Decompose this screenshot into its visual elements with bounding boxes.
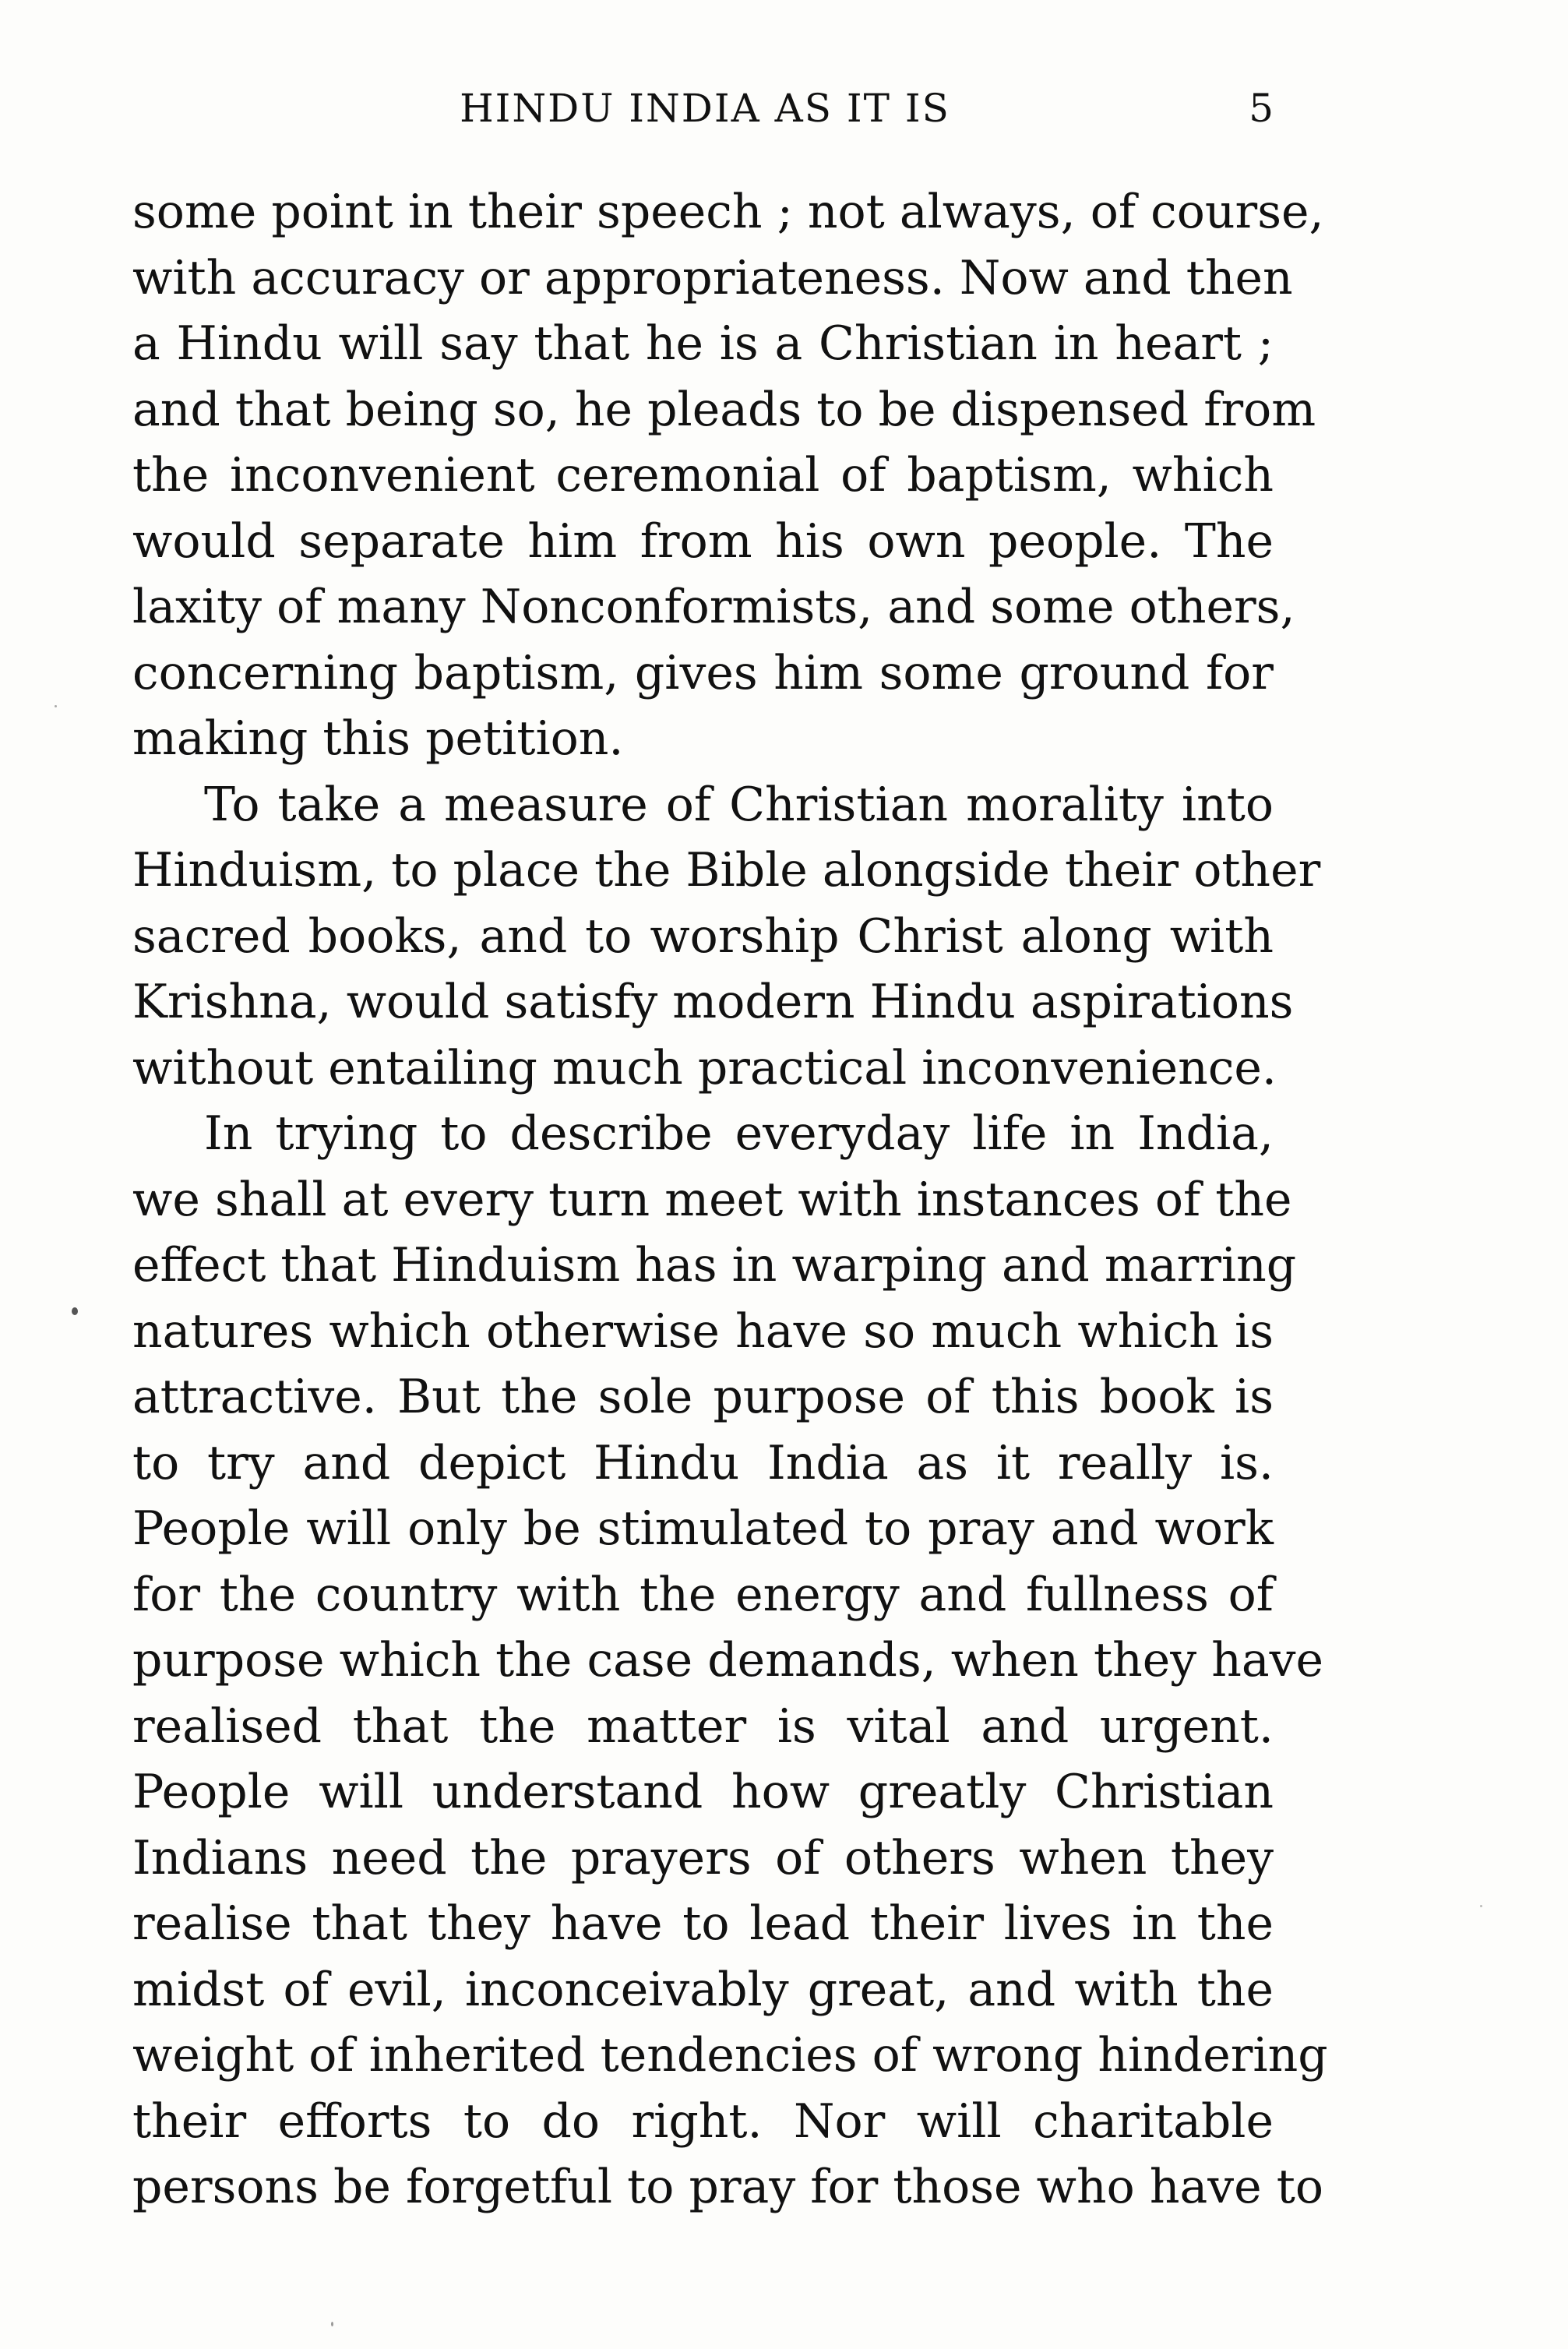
text-line: for the country with the energy and fullness of <box>132 1567 1274 1622</box>
ink-speck <box>72 1307 78 1315</box>
ink-speck <box>331 2322 333 2326</box>
ink-speck <box>1480 1905 1482 1907</box>
text-line: People will only be stimulated to pray and work <box>132 1501 1274 1556</box>
body-text <box>132 179 1328 2220</box>
text-line: sacred books, and to worship Christ along with <box>132 908 1274 964</box>
text-line: People will understand how greatly Christian <box>132 1765 1274 1819</box>
text-line: persons be forgetful to pray for those who have to <box>132 2160 1323 2214</box>
text-line: Indians need the prayers of others when they <box>132 1830 1274 1885</box>
text-line: to try and depict Hindu India as it really is. <box>132 1435 1274 1490</box>
text-line: realise that they have to lead their lives in the <box>132 1896 1274 1951</box>
text-line: weight of inherited tendencies of wrong hindering <box>132 2028 1328 2083</box>
text-line: and that being so, he pleads to be dispensed from <box>132 382 1316 437</box>
ink-speck <box>55 705 57 707</box>
text-line: Krishna, would satisfy modern Hindu aspirations <box>132 975 1294 1029</box>
text-line: making this petition. <box>132 711 624 766</box>
text-line: a Hindu will say that he is a Christian in heart ; <box>132 316 1274 371</box>
text-line: some point in their speech ; not always, of course, <box>132 185 1324 239</box>
text-line: we shall at every turn meet with instances of the <box>132 1172 1292 1227</box>
running-head <box>136 86 1274 148</box>
text-line: midst of evil, inconceivably great, and with the <box>132 1962 1274 2017</box>
text-line: without entailing much practical inconvenience. <box>132 1040 1277 1095</box>
text-line: would separate him from his own people. The <box>132 513 1274 569</box>
text-line: To take a measure of Christian morality into <box>204 777 1274 832</box>
text-line: purpose which the case demands, when they have <box>132 1633 1324 1688</box>
text-line: with accuracy or appropriateness. Now and then <box>132 250 1293 305</box>
text-line: attractive. But the sole purpose of this book is <box>132 1370 1274 1424</box>
text-line: their efforts to do right. Nor will charitable <box>132 2093 1274 2149</box>
running-title: HINDU INDIA AS IT IS <box>460 86 950 131</box>
text-line: concerning baptism, gives him some ground for <box>132 645 1274 700</box>
text-line: In trying to describe everyday life in India, <box>204 1106 1274 1161</box>
text-line: the inconvenient ceremonial of baptism, which <box>132 448 1274 503</box>
text-line: realised that the matter is vital and urgent. <box>132 1698 1274 1754</box>
text-line: Hinduism, to place the Bible alongside their other <box>132 843 1321 898</box>
text-line: natures which otherwise have so much which is <box>132 1303 1274 1359</box>
text-line: laxity of many Nonconformists, and some others, <box>132 580 1295 634</box>
page-number: 5 <box>1249 86 1274 131</box>
text-line: effect that Hinduism has in warping and marring <box>132 1238 1297 1293</box>
